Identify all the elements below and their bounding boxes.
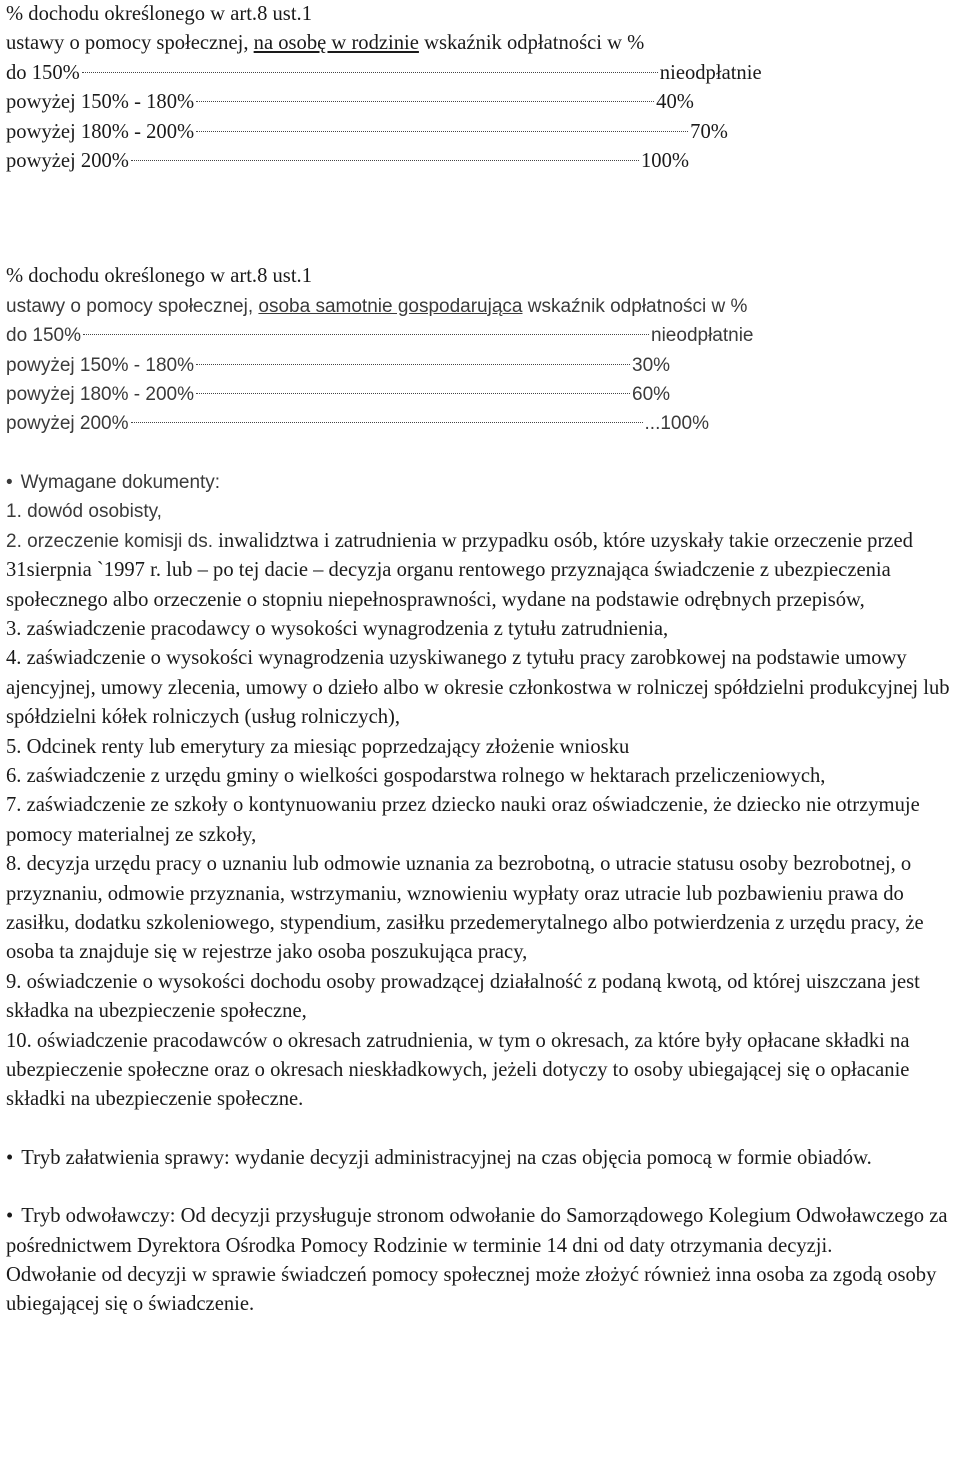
required-documents bbox=[6, 468, 956, 1115]
section1-subheading-post: wskaźnik odpłatności w % bbox=[418, 32, 645, 55]
document-item: 10. oświadczenie pracodawców o okresach zatrudnienia, w tym o okresach, za które były opłacane składki na ubezpieczenie społeczne oraz o okresach nieskładkowych, jeżeli dotyczy to osoby ubiegającej się o opłacanie składki na ubezpieczenie społeczne. bbox=[6, 1029, 910, 1111]
fee-row-value: 40% bbox=[656, 91, 694, 114]
document-item bbox=[6, 527, 956, 615]
fee-row bbox=[6, 88, 956, 117]
fee-row-value: 100% bbox=[640, 150, 690, 173]
document-item-part: inwalidztwa i zatrudnienia w przypadku osób, które uzyskały takie orzeczenie przed 31sierpnia `1997 r. lub – po tej dacie – decyzja organu rentowego przyznająca świadczenie z ubezpieczenia społecznego albo orzeczenie o stopniu niepełnosprawności, wydane na podstawie odrębnych przepisów, bbox=[6, 529, 913, 611]
dotted-leader bbox=[196, 131, 688, 132]
dotted-leader bbox=[131, 160, 639, 161]
fee-row bbox=[6, 380, 956, 409]
dotted-leader bbox=[196, 101, 654, 102]
fee-row-value: nieodpłatnie bbox=[651, 325, 754, 347]
fee-row bbox=[6, 59, 956, 88]
document-item: 1. dowód osobisty, bbox=[6, 501, 162, 523]
document-item: 8. decyzja urzędu pracy o uznaniu lub odmowie uznania za bezrobotną, o utracie statusu osoby bezrobotnej, o przyznaniu, odmowie przyznania, wstrzymaniu, wznowieniu wypłaty oraz utracie lub pozbawieniu prawa do zasiłku, dodatku szkoleniowego, stypendium, zasiłku przedemerytalnego albo potwierdzenia z urzędu pracy, że osoba ta znajduje się w rejestrze jako osoba poszukująca pracy, bbox=[6, 853, 924, 964]
fee-table-single bbox=[6, 262, 956, 438]
fee-row-label: do 150% bbox=[6, 61, 80, 84]
document-item: 5. Odcinek renty lub emerytury za miesiąc poprzedzający złożenie wniosku bbox=[6, 735, 630, 758]
fee-row bbox=[6, 118, 956, 147]
section1-heading: % dochodu określonego w art.8 ust.1 bbox=[6, 3, 312, 25]
dotted-leader bbox=[131, 422, 643, 423]
dotted-leader bbox=[82, 72, 658, 73]
fee-table-family bbox=[6, 0, 956, 176]
fee-row-value: ...100% bbox=[644, 413, 709, 435]
fee-row-label: powyżej 180% - 200% bbox=[6, 120, 195, 143]
section2-subheading-pre: ustawy o pomocy społecznej, bbox=[6, 295, 259, 317]
fee-row bbox=[6, 351, 956, 380]
fee-row-label: powyżej 180% - 200% bbox=[6, 384, 194, 406]
fee-row bbox=[6, 409, 956, 438]
fee-row bbox=[6, 147, 956, 176]
fee-row-label: powyżej 200% bbox=[6, 413, 129, 435]
section1-subheading-underlined: na osobę w rodzinie bbox=[253, 32, 419, 55]
document-item: 7. zaświadczenie ze szkoły o kontynuowaniu przez dziecko nauki oraz oświadczenie, że dziecko nie otrzymuje pomocy materialnej ze szkoły, bbox=[6, 794, 920, 846]
appeal-note: Odwołanie od decyzji w sprawie świadczeń pomocy społecznej może złożyć również inna osoba za zgodą osoby ubiegającej się o świadczenie. bbox=[6, 1264, 937, 1316]
document-item: 9. oświadczenie o wysokości dochodu osoby prowadzącej działalność z podaną kwotą, od której uiszczana jest składka na ubezpieczenie społeczne, bbox=[6, 970, 920, 1023]
dotted-leader bbox=[196, 364, 630, 365]
fee-row bbox=[6, 321, 956, 350]
fee-row-label: powyżej 200% bbox=[6, 150, 129, 173]
fee-row-label: powyżej 150% - 180% bbox=[6, 91, 195, 114]
documents-title: • Wymagane dokumenty: bbox=[6, 468, 956, 497]
section2-subheading-underlined: osoba samotnie gospodarująca bbox=[258, 295, 523, 317]
document-item: 3. zaświadczenie pracodawcy o wysokości wynagrodzenia z tytułu zatrudnienia, bbox=[6, 617, 669, 640]
fee-row-value: nieodpłatnie bbox=[659, 61, 762, 84]
fee-row-label: do 150% bbox=[6, 325, 82, 347]
section2-subheading-post: wskaźnik odpłatności w % bbox=[522, 295, 748, 317]
document-item-part: 2. orzeczenie komisji ds. bbox=[6, 530, 213, 552]
section2-heading: % dochodu określonego w art.8 ust.1 bbox=[6, 265, 312, 288]
dotted-leader bbox=[83, 334, 649, 335]
fee-row-value: 30% bbox=[632, 354, 671, 376]
fee-row-value: 60% bbox=[632, 384, 671, 406]
section1-subheading bbox=[6, 29, 956, 58]
section1-subheading-pre: ustawy o pomocy społecznej, bbox=[6, 32, 254, 55]
fee-row-value: 70% bbox=[690, 120, 728, 143]
appeal-text: • Tryb odwoławczy: Od decyzji przysługuje stronom odwołanie do Samorządowego Kolegium Odwoławczego za pośrednictwem Dyrektora Ośrodka Pomocy Rodzinie w terminie 14 dni od daty otrzymania decyzji. bbox=[6, 1202, 956, 1261]
document-item: 4. zaświadczenie o wysokości wynagrodzenia uzyskiwanego z tytułu pracy zarobkowej na podstawie umowy ajencyjnej, umowy zlecenia, umowy o dzieło albo w okresie członkostwa w rolniczej spółdzielni produkcyjnej lub spółdzielni kółek rolniczych (usług rolniczych), bbox=[6, 647, 950, 729]
dotted-leader bbox=[196, 393, 630, 394]
document-item: 6. zaświadczenie z urzędu gminy o wielkości gospodarstwa rolnego w hektarach przeliczeniowych, bbox=[6, 764, 826, 787]
section2-subheading bbox=[6, 292, 956, 321]
procedure-text: • Tryb załatwienia sprawy: wydanie decyzji administracyjnej na czas objęcia pomocą w formie obiadów. bbox=[6, 1144, 956, 1173]
fee-row-label: powyżej 150% - 180% bbox=[6, 354, 194, 376]
